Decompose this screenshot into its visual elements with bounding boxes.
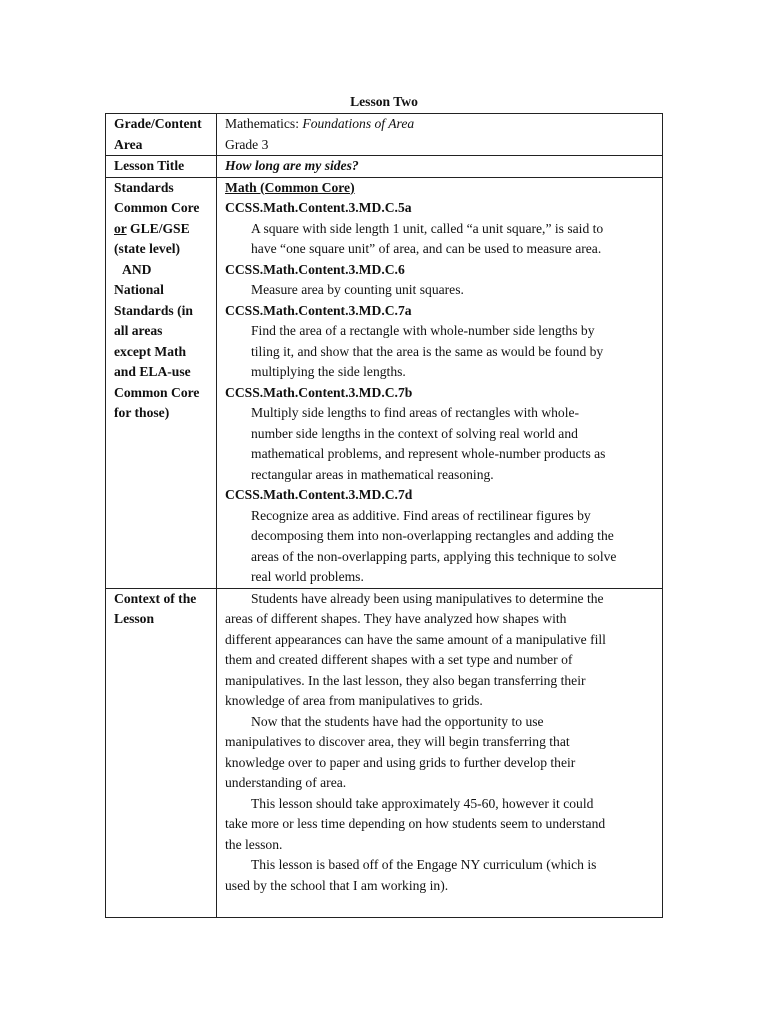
standard-description-line: Multiply side lengths to find areas of rectangles with whole- <box>251 405 580 420</box>
standard-description-line: multiplying the side lengths. <box>251 364 406 379</box>
standards-label-line: except Math <box>114 343 187 359</box>
context-line: manipulatives. In the last lesson, they also began transferring their <box>225 672 586 688</box>
standards-label-gle: GLE/GSE <box>126 220 190 236</box>
standards-label-line: Common Core <box>114 384 200 400</box>
context-line: different appearances can have the same amount of a manipulative fill <box>225 631 606 647</box>
lesson-title-label: Lesson Title <box>106 156 217 178</box>
context-line: This lesson should take approximately 45-60, however it could <box>251 795 594 811</box>
subject-line <box>225 114 656 135</box>
standard-code: CCSS.Math.Content.3.MD.C.6 <box>225 261 405 277</box>
standard-code: CCSS.Math.Content.3.MD.C.7a <box>225 302 412 318</box>
context-label-line: Context of the <box>114 590 197 606</box>
standards-label-line: (state level) <box>114 241 181 256</box>
standard-code: CCSS.Math.Content.3.MD.C.5a <box>225 200 412 215</box>
standards-label-line <box>114 219 210 240</box>
standard-description-line: Find the area of a rectangle with whole-number side lengths by <box>251 323 595 338</box>
context-line: the lesson. <box>225 836 283 852</box>
standards-label-line: Common Core <box>114 200 200 215</box>
grade-content-label <box>106 114 217 156</box>
standard-description-line: have “one square unit” of area, and can be used to measure area. <box>251 241 602 256</box>
standards-label-line: all areas <box>114 323 163 338</box>
standard-code: CCSS.Math.Content.3.MD.C.7d <box>225 487 413 502</box>
standard-description-line: Recognize area as additive. Find areas of rectilinear figures by <box>251 507 591 523</box>
grade-content-value <box>217 114 663 156</box>
context-line: understanding of area. <box>225 775 347 790</box>
standards-label-line: National <box>114 282 164 297</box>
document-title: Lesson Two <box>350 94 418 109</box>
standard-description-line: real world problems. <box>251 569 364 584</box>
standards-label-line: AND <box>122 261 152 277</box>
standards-label-line: Standards (in <box>114 302 193 318</box>
standard-description-line: tiling it, and show that the area is the same as would be found by <box>251 343 604 359</box>
lesson-plan-table <box>105 113 663 918</box>
subject-prefix: Mathematics: <box>225 116 303 131</box>
standard-description-line: mathematical problems, and represent whole-number products as <box>251 446 606 461</box>
standards-label-line: and ELA-use <box>114 364 191 379</box>
lesson-title-row <box>106 156 663 178</box>
standard-description-line: decomposing them into non-overlapping rectangles and adding the <box>251 528 614 543</box>
context-line: manipulatives to discover area, they will begin transferring that <box>225 734 570 749</box>
grade-content-label-line: Grade/Content <box>114 116 202 131</box>
standards-label <box>106 177 217 588</box>
standards-content <box>217 177 663 588</box>
context-label-line: Lesson <box>114 611 155 626</box>
standard-description-line: Measure area by counting unit squares. <box>251 282 464 297</box>
grade-content-label-line: Area <box>114 136 143 152</box>
standard-description-line: rectangular areas in mathematical reasoning. <box>251 466 494 482</box>
standards-label-line: Standards <box>114 179 174 195</box>
context-content <box>217 588 663 917</box>
context-line: take more or less time depending on how students seem to understand <box>225 816 606 831</box>
standard-description-line: A square with side length 1 unit, called “a unit square,” is said to <box>251 220 604 236</box>
context-line: Now that the students have had the opportunity to use <box>251 713 544 729</box>
context-line: knowledge of area from manipulatives to grids. <box>225 693 483 708</box>
standards-label-or: or <box>114 220 127 236</box>
context-line: them and created different shapes with a set type and number of <box>225 652 573 667</box>
standard-code: CCSS.Math.Content.3.MD.C.7b <box>225 384 413 400</box>
context-line: Students have already been using manipulatives to determine the <box>251 590 604 606</box>
standards-label-line: for those) <box>114 405 170 420</box>
context-line: knowledge over to paper and using grids to further develop their <box>225 754 576 770</box>
context-row <box>106 588 663 917</box>
lesson-title-value: How long are my sides? <box>217 156 663 178</box>
grade-content-row <box>106 114 663 156</box>
grade-level: Grade 3 <box>225 136 269 152</box>
standard-description-line: areas of the non-overlapping parts, applying this technique to solve <box>251 548 617 564</box>
context-line: This lesson is based off of the Engage NY curriculum (which is <box>251 857 597 872</box>
subject-title: Foundations of Area <box>302 116 415 131</box>
standard-description-line: number side lengths in the context of solving real world and <box>251 425 578 441</box>
context-line: areas of different shapes. They have analyzed how shapes with <box>225 611 567 626</box>
context-line: used by the school that I am working in). <box>225 877 449 893</box>
context-label <box>106 588 217 917</box>
standards-row <box>106 177 663 588</box>
standards-heading: Math (Common Core) <box>225 179 355 195</box>
